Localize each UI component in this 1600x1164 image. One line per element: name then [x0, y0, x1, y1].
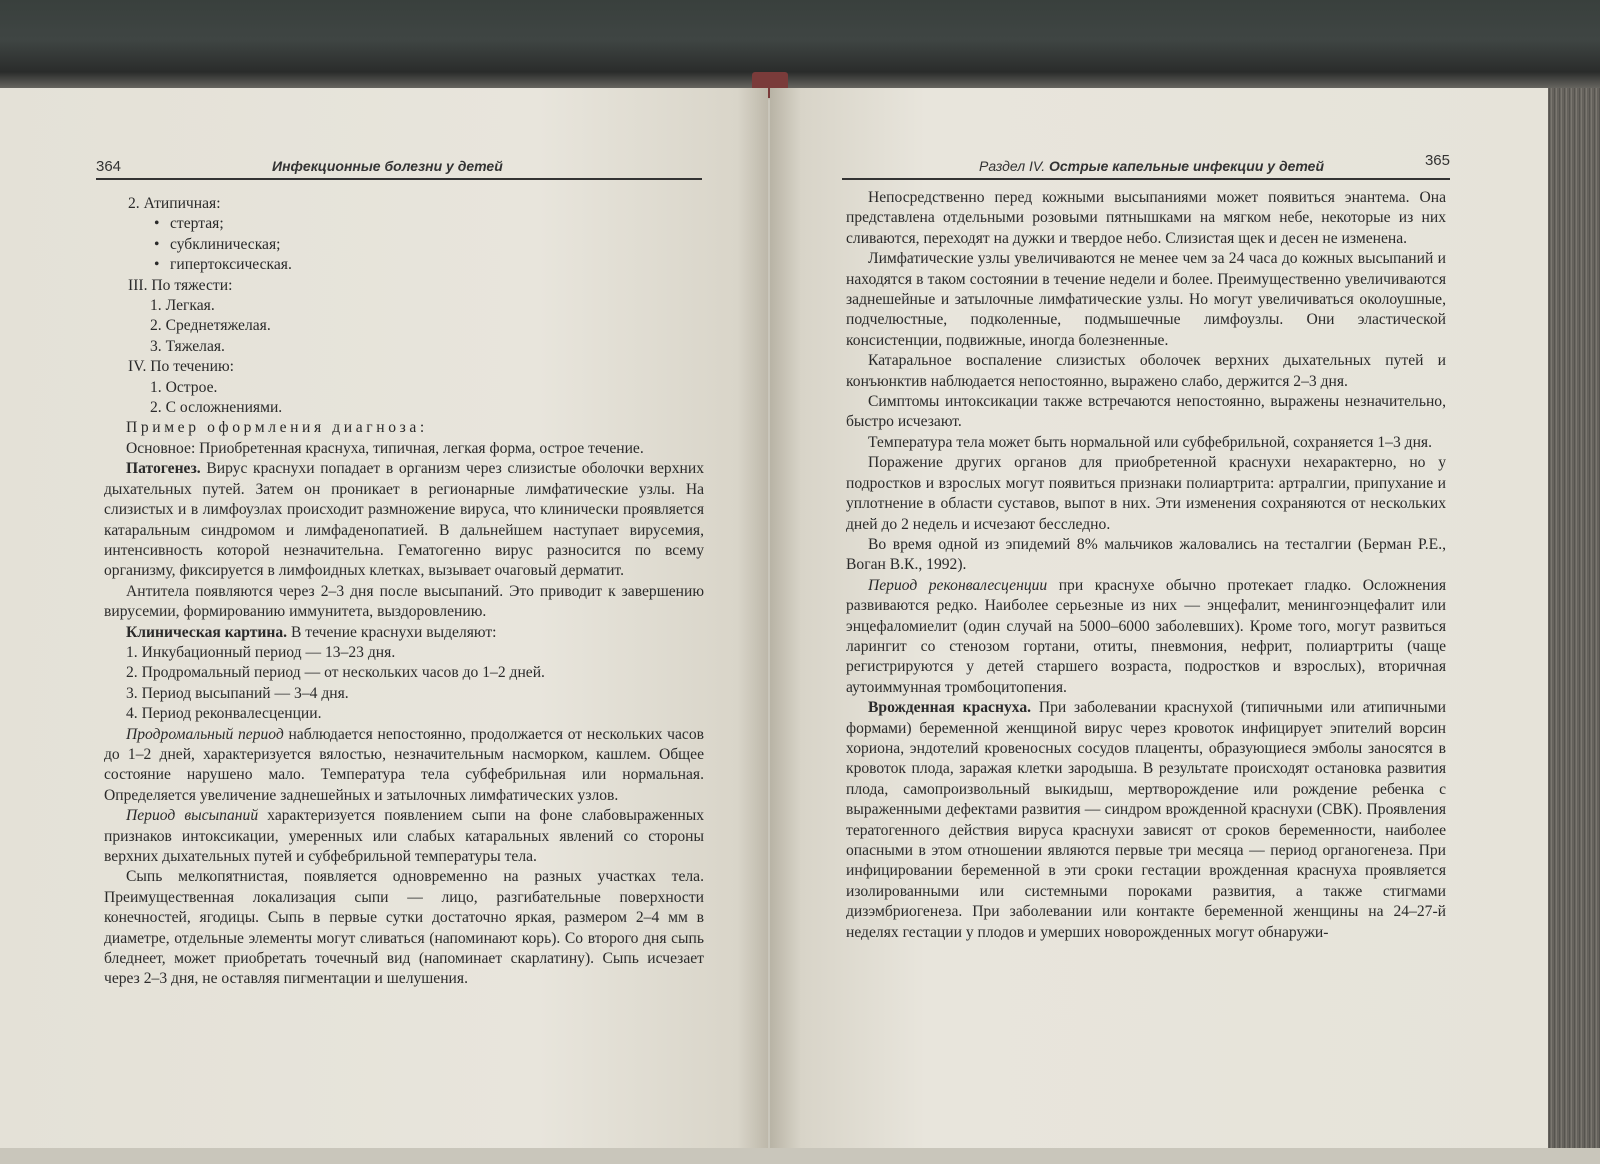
paragraph [104, 459, 704, 581]
list-item: 1. Острое. [150, 378, 218, 396]
left-page [0, 88, 768, 1148]
paragraph [104, 623, 704, 643]
paragraph-text: В течение краснухи выделяют: [287, 623, 497, 641]
list-item: 1. Инкубационный период — 13–23 дня. [126, 643, 396, 661]
italic-lead: Продромальный период [126, 725, 284, 743]
page-number: 364 [96, 158, 122, 175]
italic-lead: Период высыпаний [126, 807, 259, 825]
list-item: 2. Атипичная: [128, 195, 221, 212]
paragraph [104, 725, 704, 807]
paragraph: Лимфатические узлы увеличиваются не менее чем за 24 часа до кожных высыпаний и находятся в таком состоянии в течение недели и более. Преимущественно увеличиваются заднешейные и затылочные лимфатические узлы. Но могут увеличиваться околоушные, подчелюстные, подколенные, подмышечные лимфоузлы. Они эластической консистенции, подвижные, иногда болезненные. [846, 250, 1446, 349]
section-label: Раздел IV. [979, 158, 1046, 174]
paragraph: Сыпь мелкопятнистая, появляется одновременно на разных участках тела. Преимущественная локализация сыпи — лицо, разгибательные поверхности конечностей, ягодицы. Сыпь в первые сутки достаточно яркая, размером 2–4 мм в диаметре, отдельные элементы могут сливаться (напоминают корь). Со второго дня сыпь бледнеет, может приобретать точечный вид (напоминает скарлатину). Сыпь исчезает через 2–3 дня, не оставляя пигментации и шелушения. [104, 868, 704, 988]
paragraph: Температура тела может быть нормальной или субфебрильной, сохраняется 1–3 дня. [868, 433, 1432, 451]
list-item: 3. Тяжелая. [150, 337, 225, 355]
paragraph: Симптомы интоксикации также встречаются непостоянно, выражены незначительно, быстро исчезают. [846, 393, 1446, 431]
paragraph [846, 698, 1446, 943]
paragraph: Катаральное воспаление слизистых оболочек верхних дыхательных путей и конъюнктив наблюдается непостоянно, выражено слабо, держится 2–3 дня. [846, 352, 1446, 390]
paragraph [104, 806, 704, 867]
list-item: 1. Легкая. [150, 297, 215, 315]
example-heading: Пример оформления диагноза: [126, 419, 428, 437]
left-running-head [96, 158, 702, 180]
open-book [0, 78, 1600, 1164]
paragraph: Основное: Приобретенная краснуха, типичная, легкая форма, острое течение. [126, 439, 644, 457]
paragraph-text: При заболевании краснухой (типичными или атипичными формами) беременной женщиной вирус через кровоток инфицирует эпителий ворсин хориона, эндотелий кровеносных сосудов плаценты, образующиеся эмболы заносятся в кровоток плода, заражая клетки зародыша. В результате происходят остановка развития плода, самопроизвольный выкидыш, мертворождение или рождение ребенка с выраженными дефектами развития — синдром врожденной краснухи (СВК). Проявления тератогенного действия вируса краснухи зависят от сроков беременности, наиболее опасными в этом отношении являются первые три месяца — период органогенеза. При инфицировании беременной в эти сроки гестации врожденная краснуха проявляется изолированными или системными пороками развития, а также стигмами дизэмбриогенеза. При заболевании или контакте беременной женщины на 24–27-й неделях гестации у плодов и умерших новорожденных могут обнаружи- [846, 699, 1446, 941]
running-title: Инфекционные болезни у детей [272, 158, 503, 174]
bold-lead: Врожденная краснуха. [868, 699, 1032, 717]
paragraph-text: Вирус краснухи попадает в организм через слизистые оболочки верхних дыхательных путей. Затем он проникает в регионарные лимфатические узлы. На слизистых и в лимфоузлах происходит размножение вируса, что клинически проявляется катаральным синдромом и лимфаденопатией. В дальнейшем наступает вирусемия, интенсивность которой незначительна. Гематогенно вирус разносится по всему организму, фиксируется в лимфоидных клетках, вызывает очаговый дерматит. [104, 460, 704, 580]
list-item: 4. Период реконвалесценции. [126, 705, 322, 723]
paragraph-text: характеризуется появлением сыпи на фоне слабовыраженных признаков интоксикации, умеренных или слабых катаральных явлений со стороны верхних дыхательных путей и субфебрильной температуры тела. [104, 807, 705, 865]
bold-lead: Патогенез. [126, 460, 201, 478]
page-edges [1548, 88, 1600, 1148]
paragraph-text: наблюдается непостоянно, продолжается от нескольких часов до 1–2 дней, характеризуется вялостью, незначительным насморком, кашлем. Общее состояние нарушено мало. Температура тела субфебрильная или нормальная. Определяется увеличение заднешейных и затылочных лимфатических узлов. [104, 725, 704, 804]
list-item: 2. С осложнениями. [150, 399, 283, 417]
bullet-item: • гипертоксическая. [104, 255, 704, 275]
paragraph: Непосредственно перед кожными высыпаниями может появиться энантема. Она представлена отдельными розовыми пятнышками на мягком небе, некоторые из них сливаются, переходят на дужки и твердое небо. Слизистая щек и десен не изменена. [846, 189, 1446, 247]
paragraph: Антитела появляются через 2–3 дня после высыпаний. Это приводит к завершению вирусемии, формированию иммунитета, выздоровлению. [104, 582, 704, 621]
paragraph [846, 576, 1446, 698]
bullet-item: • стертая; [104, 214, 704, 234]
list-heading: III. По тяжести: [128, 276, 233, 294]
list-item: 2. Среднетяжелая. [150, 317, 271, 335]
list-item: 2. Продромальный период — от нескольких часов до 1–2 дней. [126, 664, 545, 682]
right-running-head [842, 152, 1450, 180]
right-page [770, 88, 1548, 1148]
running-title [979, 158, 1324, 174]
bullet-item: • субклиническая; [104, 235, 704, 255]
list-item: 3. Период высыпаний — 3–4 дня. [126, 684, 349, 702]
page-number: 365 [1424, 152, 1450, 169]
left-page-text [104, 194, 704, 990]
list-heading: IV. По течению: [128, 358, 234, 376]
paragraph-text: при краснухе обычно протекает гладко. Осложнения развиваются редко. Наиболее серьезные из них — энцефалит, менингоэнцефалит или энцефаломиелит (один случай на 5000–6000 заболевших). Кроме того, могут развиться ларингит со стенозом гортани, отиты, пневмония, нефрит, полиартриты (чаще регистрируются у детей старшего возраста, подростков и взрослых), вторичная аутоиммунная тромбоцитопения. [846, 576, 1446, 696]
italic-lead: Период реконвалесценции [868, 576, 1048, 594]
bold-lead: Клиническая картина. [126, 623, 288, 641]
right-page-text [846, 188, 1446, 943]
paragraph: Во время одной из эпидемий 8% мальчиков жаловались на тесталгии (Берман Р.Е., Воган В.К., 1992). [846, 535, 1446, 574]
section-title: Острые капельные инфекции у детей [1048, 158, 1324, 174]
paragraph: Поражение других органов для приобретенной краснухи нехарактерно, но у подростков и взрослых могут появиться признаки полиартрита: артралгии, припухание и уплотнение в области суставов, выпот в них. Эти изменения сохраняются от нескольких дней до 2 недель и исчезают бесследно. [846, 454, 1446, 533]
